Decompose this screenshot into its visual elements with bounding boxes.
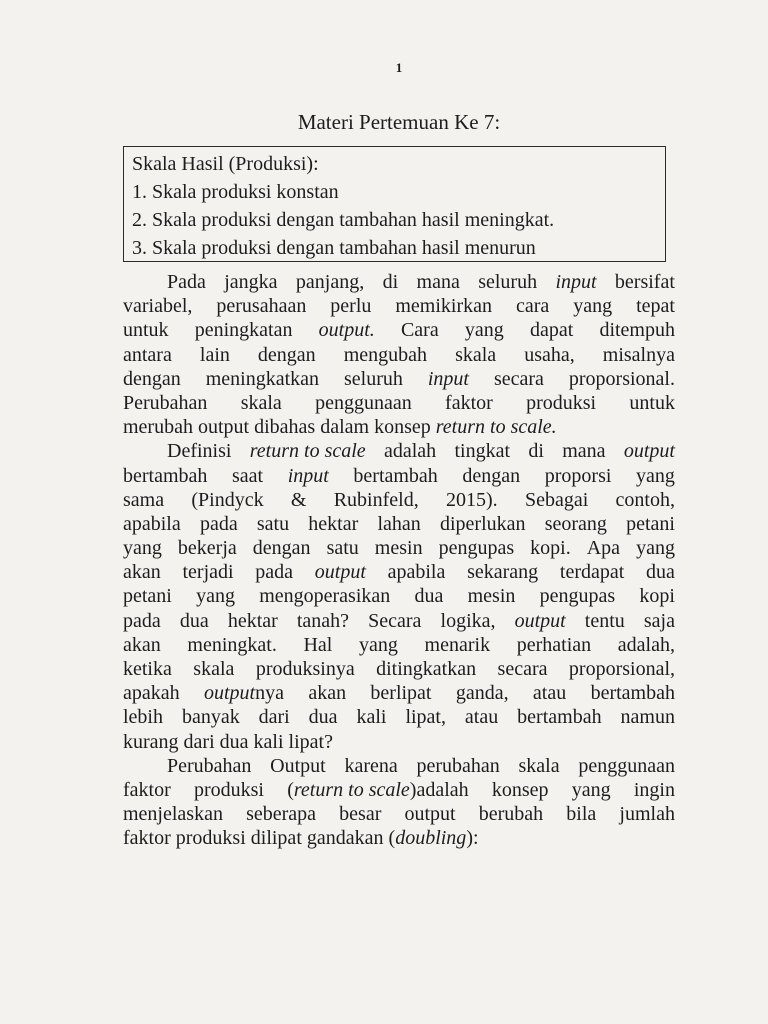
word: (doubling):: [388, 827, 479, 850]
word: yang: [636, 537, 675, 560]
word: yang: [359, 633, 398, 656]
word: input: [555, 271, 597, 293]
word: kali: [356, 706, 387, 729]
word: konsep: [491, 778, 549, 801]
word: skala: [193, 658, 235, 680]
word: Sebagai: [524, 488, 589, 511]
text-line: [123, 512, 675, 536]
word: ditempuh: [599, 319, 675, 342]
word: contoh,: [615, 488, 675, 511]
word: akan: [123, 633, 161, 656]
word: faktor: [445, 391, 493, 414]
word: output: [404, 803, 456, 826]
word: faktor: [123, 827, 171, 850]
word: yang: [196, 585, 235, 608]
word: meningkat.: [187, 633, 277, 656]
word: hektar: [227, 609, 278, 632]
text-line: [123, 270, 675, 294]
word: jangka: [224, 271, 278, 293]
word: banyak: [181, 706, 240, 729]
word: Perubahan: [123, 391, 208, 414]
word: di: [382, 271, 399, 293]
word: yang: [636, 464, 675, 487]
body-text: [123, 270, 675, 851]
word: proporsi: [544, 464, 612, 487]
word: Apa: [586, 537, 621, 560]
word: adalah: [383, 440, 437, 463]
word: output.: [318, 319, 375, 342]
summary-item: 2. Skala produksi dengan tambahan hasil meningkat.: [132, 209, 555, 231]
word: ganda,: [455, 682, 509, 705]
word: dari: [258, 706, 290, 729]
word: sekarang: [467, 561, 539, 584]
text-line: [123, 391, 675, 415]
word: kopi: [639, 585, 675, 608]
text-line: [123, 609, 675, 633]
word: perlu: [330, 295, 372, 318]
word: sama: [123, 488, 165, 511]
word: terdapat: [559, 561, 625, 584]
word: dibahas: [254, 416, 316, 439]
paragraph: [123, 754, 675, 851]
summary-item: 1. Skala produksi konstan: [132, 181, 339, 203]
word: dengan: [462, 464, 521, 487]
word: mengoperasikan: [259, 585, 391, 608]
word: ketika: [123, 658, 172, 680]
word: produksi: [193, 778, 264, 801]
word: seorang: [544, 512, 607, 535]
word: lahan: [377, 512, 421, 535]
text-line: [123, 367, 675, 391]
word: akan: [308, 682, 347, 705]
word: mesin: [467, 585, 516, 608]
word: pada: [255, 561, 294, 584]
word: ingin: [633, 778, 675, 801]
word: return to scale.: [435, 416, 557, 439]
word: bertambah: [353, 464, 438, 487]
word: produksi: [526, 391, 597, 414]
word: Hal: [303, 633, 333, 656]
word: gandakan: [306, 827, 384, 850]
word: mana: [416, 271, 460, 293]
word: cara: [515, 295, 550, 318]
word: (return to scale)adalah: [287, 778, 469, 801]
word: pada: [199, 512, 238, 535]
word: memikirkan: [395, 295, 492, 318]
word: outputnya: [203, 682, 284, 705]
page-title: Materi Pertemuan Ke 7:: [297, 110, 501, 134]
word: bertambah: [123, 464, 208, 487]
word: konsep: [374, 416, 431, 439]
word: tentu: [584, 609, 625, 632]
word: di: [528, 440, 544, 463]
word: bersifat: [614, 271, 675, 293]
word: proporsional.: [568, 367, 675, 390]
word: Secara: [368, 609, 422, 632]
page-number: 1: [395, 60, 403, 75]
text-line: [123, 439, 675, 463]
word: seluruh: [478, 271, 538, 293]
word: secara: [497, 658, 548, 680]
word: apakah: [123, 682, 180, 705]
word: petani: [626, 512, 675, 535]
word: output: [623, 440, 675, 463]
word: secara: [493, 367, 544, 390]
text-line: [123, 560, 675, 584]
paragraph: [123, 270, 675, 439]
word: lebih: [123, 706, 163, 729]
word: atau: [464, 706, 499, 729]
word: dapat: [529, 319, 574, 342]
word: yang: [464, 319, 504, 342]
word: produksinya: [255, 658, 355, 680]
word: output: [314, 561, 366, 584]
text-line: [123, 318, 675, 342]
word: lipat,: [405, 706, 446, 729]
word: Perubahan: [167, 754, 252, 777]
word: satu: [256, 512, 290, 535]
word: input: [427, 367, 469, 390]
word: dua: [414, 585, 444, 608]
word: satu: [326, 537, 359, 560]
word: karena: [344, 754, 398, 777]
word: Output: [270, 754, 326, 777]
word: dalam: [320, 416, 370, 439]
word: apabila: [387, 561, 446, 584]
word: proporsional,: [568, 658, 675, 680]
word: skala: [240, 391, 282, 414]
word: misalnya: [602, 343, 675, 366]
summary-heading: Skala Hasil (Produksi):: [132, 153, 319, 175]
paragraph: [123, 439, 675, 753]
word: adalah,: [617, 633, 675, 656]
word: bertambah: [517, 706, 602, 729]
word: akan: [123, 561, 161, 584]
text-line: [123, 415, 675, 439]
text-line: [123, 633, 675, 657]
word: 2015).: [446, 488, 498, 511]
word: untuk: [629, 391, 675, 414]
word: dua: [646, 561, 675, 584]
text-line: [123, 826, 675, 850]
word: output: [197, 416, 250, 439]
word: peningkatan: [194, 319, 293, 342]
word: apabila: [123, 512, 181, 535]
word: yang: [123, 537, 162, 560]
word: pengupas: [438, 537, 515, 560]
word: lipat?: [288, 730, 333, 753]
word: faktor: [123, 778, 171, 801]
word: dilipat: [250, 827, 302, 850]
word: meningkatkan: [205, 367, 320, 390]
word: bila: [566, 803, 597, 826]
word: hektar: [308, 512, 359, 535]
word: saja: [643, 609, 675, 632]
word: Rubinfeld,: [333, 488, 419, 511]
word: penggunaan: [578, 754, 675, 777]
word: bertambah: [590, 682, 675, 705]
word: petani: [123, 585, 172, 608]
text-line: [123, 343, 675, 367]
word: &: [290, 488, 307, 511]
word: tepat: [636, 295, 675, 318]
word: menarik: [424, 633, 491, 656]
text-line: [123, 536, 675, 560]
summary-item: 3. Skala produksi dengan tambahan hasil menurun: [132, 237, 536, 259]
word: kopi.: [530, 537, 571, 560]
text-line: [123, 464, 675, 488]
word: variabel,: [123, 295, 193, 318]
word: panjang,: [295, 271, 365, 293]
word: berlipat: [370, 682, 432, 705]
text-line: [123, 488, 675, 512]
text-line: [123, 705, 675, 729]
word: perusahaan: [216, 295, 307, 318]
word: besar: [339, 803, 382, 826]
word: produksi: [175, 827, 246, 850]
word: Definisi: [167, 440, 232, 463]
word: mana: [562, 440, 606, 463]
text-line: [123, 681, 675, 705]
word: antara: [123, 343, 172, 366]
word: penggunaan: [315, 391, 412, 414]
word: skala: [455, 343, 497, 366]
word: mengubah: [343, 343, 428, 366]
word: Pada: [167, 271, 206, 293]
word: bekerja: [177, 537, 237, 560]
word: tingkat: [454, 440, 511, 463]
word: namun: [620, 706, 675, 729]
text-line: [123, 730, 675, 754]
word: dua: [179, 609, 209, 632]
word: dari: [183, 730, 215, 753]
word: pengupas: [539, 585, 616, 608]
word: yang: [573, 295, 613, 318]
word: logika,: [440, 609, 496, 632]
word: untuk: [123, 319, 169, 342]
text-line: [123, 778, 675, 802]
word: dengan: [252, 537, 311, 560]
word: menjelaskan: [123, 803, 223, 826]
word: dua: [219, 730, 249, 753]
word: terjadi: [182, 561, 234, 584]
word: diperlukan: [439, 512, 526, 535]
word: skala: [518, 754, 560, 777]
word: perubahan: [416, 754, 500, 777]
word: input: [287, 464, 329, 487]
word: output: [514, 609, 566, 632]
text-line: [123, 584, 675, 608]
text-line: [123, 802, 675, 826]
word: kurang: [123, 730, 179, 753]
word: pada: [123, 609, 161, 632]
text-line: [123, 657, 675, 681]
word: return to scale: [249, 440, 366, 463]
word: perhatian: [516, 633, 592, 656]
text-line: [123, 294, 675, 318]
word: kali: [253, 730, 284, 753]
word: usaha,: [524, 343, 575, 366]
word: seberapa: [246, 803, 317, 826]
word: merubah: [123, 416, 193, 439]
word: dengan: [123, 367, 181, 390]
word: dua: [308, 706, 338, 729]
word: tanah?: [296, 609, 350, 632]
word: (Pindyck: [191, 488, 264, 511]
word: Cara: [400, 319, 439, 342]
word: seluruh: [344, 367, 403, 390]
word: mesin: [374, 537, 423, 560]
summary-box: [123, 146, 666, 262]
word: atau: [532, 682, 567, 705]
word: berubah: [478, 803, 544, 826]
word: yang: [571, 778, 611, 801]
word: jumlah: [619, 803, 675, 826]
word: dengan: [257, 343, 316, 366]
word: saat: [232, 464, 264, 487]
word: ditingkatkan: [376, 658, 477, 680]
word: lain: [199, 343, 230, 366]
text-line: [123, 754, 675, 778]
